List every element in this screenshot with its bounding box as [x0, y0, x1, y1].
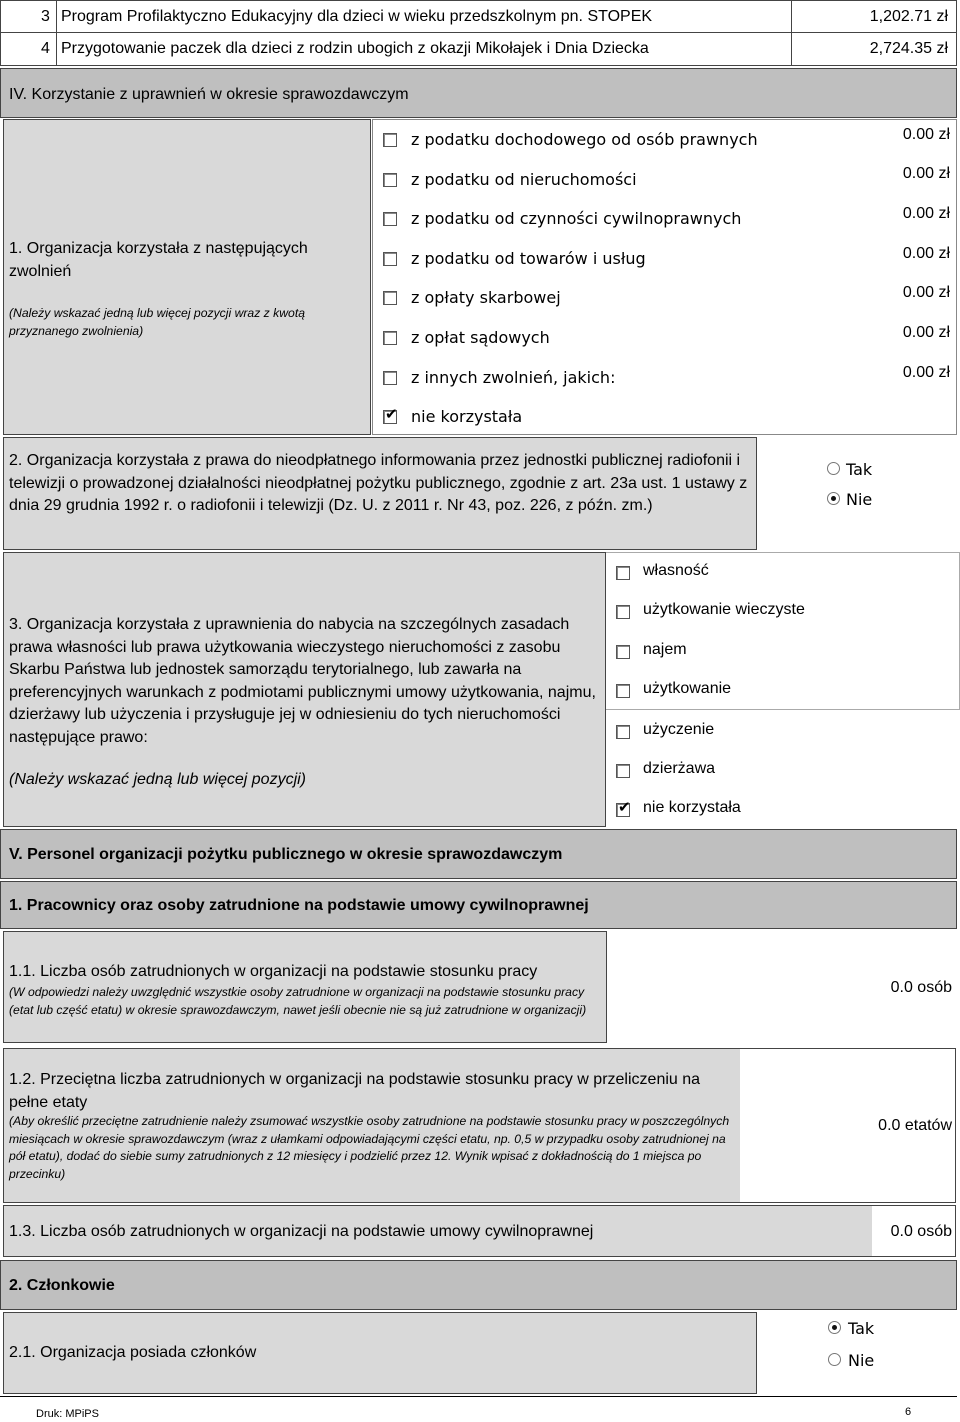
subsection-1-header	[0, 881, 957, 929]
footer-divider	[0, 1396, 957, 1397]
row-text: Przygotowanie paczek dla dzieci z rodzin ubogich z okazji Mikołajek i Dnia Dziecka	[61, 40, 649, 57]
q1-label: 1. Organizacja korzystała z następujących zwolnień	[9, 240, 308, 280]
subsection-title: 1. Pracownicy oraz osoby zatrudnione na podstawie umowy cywilnoprawnej	[9, 897, 589, 914]
footer-print: Druk: MPiPS	[36, 1408, 99, 1420]
q13-label: 1.3. Liczba osób zatrudnionych w organizacji na podstawie umowy cywilnoprawnej	[9, 1223, 594, 1240]
q21-label: 2.1. Organizacja posiada członków	[9, 1344, 257, 1361]
q3-note: (Należy wskazać jedną lub więcej pozycji)	[9, 771, 307, 788]
subsection-title: 2. Członkowie	[9, 1277, 115, 1294]
right-label: użytkowanie	[643, 680, 732, 697]
checkmark-icon: ✔	[618, 798, 631, 816]
right-label: użytkowanie wieczyste	[643, 601, 805, 618]
right-label: własność	[643, 562, 709, 579]
row-text: Program Profilaktyczno Edukacyjny dla dzieci w wieku przedszkolnym pn. STOPEK	[61, 8, 653, 25]
radio-tak[interactable]	[828, 1321, 841, 1334]
exemption-checkbox[interactable]	[383, 291, 397, 305]
radio-label: Nie	[846, 490, 873, 509]
exemption-amount: 0.00 zł	[902, 364, 950, 381]
radio-nie[interactable]	[827, 492, 840, 505]
exemption-label: z podatku od nieruchomości	[411, 170, 637, 189]
exemption-checkbox[interactable]	[383, 173, 397, 187]
right-checkbox[interactable]	[616, 645, 630, 659]
q12-value: 0.0 etatów	[878, 1117, 952, 1134]
radio-tak[interactable]	[827, 462, 840, 475]
q1-options-cell	[372, 119, 957, 435]
table-row	[0, 32, 957, 66]
exemption-label: z podatku od czynności cywilnoprawnych	[411, 209, 742, 228]
q2-label-cell	[3, 437, 757, 550]
exemption-label: z opłat sądowych	[411, 328, 550, 347]
radio-nie[interactable]	[828, 1353, 841, 1366]
exemption-amount: 0.00 zł	[902, 245, 950, 262]
q12-note: (Aby określić przeciętne zatrudnienie należy zsumować wszystkie osoby zatrudnione na podstawie stosunku pracy w poszczególnych miesiącach w okresie sprawozdawczym (wraz z ułamkami odpowiadającymi części etatu, np. 0,5 w przypadku osoby zatrudnionej na pół etatu), dodać do siebie sumy zatrudnionych z 12 miesięcy i podzielić przez 12. Wynik wpisać z dokładnością do 1 miejsca po przecinku)	[9, 1114, 730, 1181]
checkmark-icon: ✔	[385, 405, 398, 423]
q12-label: 1.2. Przeciętna liczba zatrudnionych w organizacji na podstawie stosunku pracy w przeliczeniu na pełne etaty	[9, 1071, 701, 1111]
right-label: nie korzystała	[643, 799, 741, 816]
q11-note: (W odpowiedzi należy uwzględnić wszystkie osoby zatrudnione w organizacji na podstawie stosunku pracy (etat lub część etatu) w okresie sprawozdawczym, nawet jeśli obecnie nie są już zatrudnione w organizacji)	[9, 985, 587, 1017]
exemption-label: z innych zwolnień, jakich:	[411, 368, 616, 387]
exemption-checkbox[interactable]	[383, 212, 397, 226]
q21-label-cell	[3, 1312, 757, 1394]
row-amount: 2,724.35 zł	[869, 40, 948, 57]
exemption-checkbox-checked[interactable]	[383, 405, 398, 424]
exemption-amount: 0.00 zł	[902, 205, 950, 222]
right-checkbox[interactable]	[616, 764, 630, 778]
radio-label: Tak	[848, 1319, 875, 1338]
exemption-checkbox[interactable]	[383, 371, 397, 385]
row-amount: 1,202.71 zł	[869, 8, 948, 25]
q13-value: 0.0 osób	[890, 1223, 952, 1240]
radio-label: Nie	[848, 1351, 875, 1370]
section-v-header	[0, 829, 957, 879]
right-label: najem	[643, 641, 687, 658]
page-number: 6	[905, 1406, 912, 1418]
row-number: 4	[41, 40, 50, 57]
exemption-label: nie korzystała	[411, 407, 523, 426]
exemption-amount: 0.00 zł	[902, 126, 950, 143]
exemption-amount: 0.00 zł	[902, 324, 950, 341]
right-checkbox[interactable]	[616, 725, 630, 739]
exemption-label: z opłaty skarbowej	[411, 288, 561, 307]
q2-label: 2. Organizacja korzystała z prawa do nieodpłatnego informowania przez jednostki publicznej radiofonii i telewizji o prowadzonej działalności nieodpłatnej pożytku publicznego, zgodnie z art. 23a ust. 1 ustawy z dnia 29 grudnia 1992 r. o radiofonii i telewizji (Dz. U. z 2011 r. Nr 43, poz. 226, z późn. zm.)	[9, 452, 748, 514]
exemption-checkbox[interactable]	[383, 252, 397, 266]
right-checkbox-checked[interactable]	[616, 798, 631, 817]
q13-label-cell	[3, 1205, 956, 1257]
exemption-amount: 0.00 zł	[902, 284, 950, 301]
q11-label: 1.1. Liczba osób zatrudnionych w organizacji na podstawie stosunku pracy	[9, 963, 538, 980]
section-title: IV. Korzystanie z uprawnień w okresie sprawozdawczym	[9, 86, 409, 103]
right-label: użyczenie	[643, 721, 715, 738]
exemption-amount: 0.00 zł	[902, 165, 950, 182]
q11-label-cell	[3, 931, 607, 1043]
exemption-checkbox[interactable]	[383, 331, 397, 345]
radio-label: Tak	[846, 460, 873, 479]
exemption-label: z podatku od towarów i usług	[411, 249, 646, 268]
right-label: dzierżawa	[643, 760, 716, 777]
exemption-label: z podatku dochodowego od osób prawnych	[411, 130, 758, 149]
table-row	[0, 0, 957, 33]
subsection-2-header	[0, 1260, 957, 1310]
right-checkbox[interactable]	[616, 605, 630, 619]
q11-value: 0.0 osób	[890, 979, 952, 996]
q1-note: (Należy wskazać jedną lub więcej pozycji wraz z kwotą przyznanego zwolnienia)	[9, 306, 305, 338]
q1-label-cell	[3, 119, 371, 435]
section-title: V. Personel organizacji pożytku publicznego w okresie sprawozdawczym	[9, 846, 563, 863]
section-iv-header	[0, 68, 957, 118]
row-number: 3	[41, 8, 50, 25]
right-checkbox[interactable]	[616, 566, 630, 580]
q3-label: 3. Organizacja korzystała z uprawnienia do nabycia na szczególnych zasadach prawa własności lub prawa użytkowania wieczystego nieruchomości z zasobu Skarbu Państwa lub jednostek samorządu terytorialnego, lub zawarła na preferencyjnych warunkach z podmiotami publicznymi umowy użytkowania, najmu, dzierżawy lub użyczenia i przysługuje jej w odniesieniu do tych nieruchomości następujące prawo:	[9, 616, 596, 746]
right-checkbox[interactable]	[616, 684, 630, 698]
exemption-checkbox[interactable]	[383, 133, 397, 147]
q3-label-cell	[3, 552, 606, 827]
